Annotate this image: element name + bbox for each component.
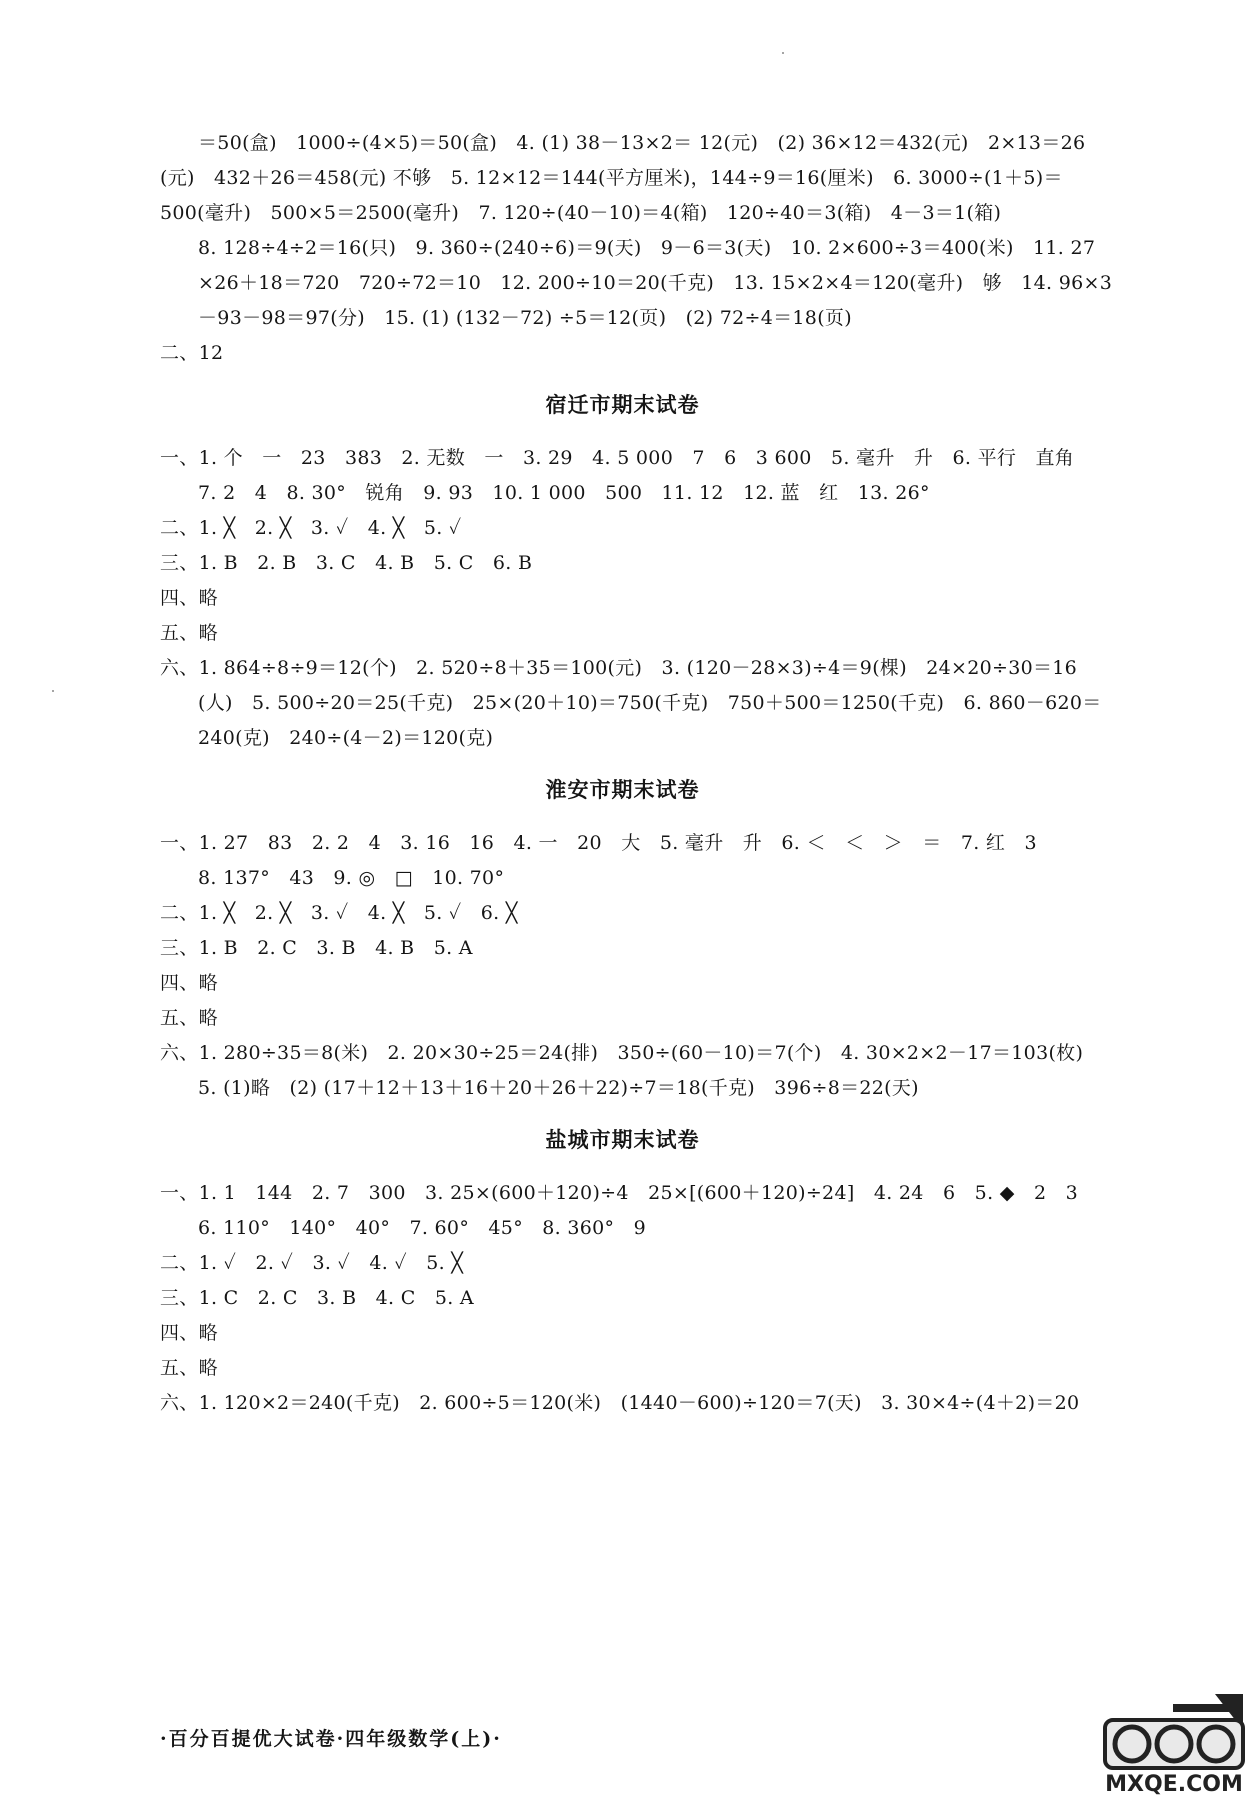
answer-line: ＝50(盒) 1000÷(4×5)＝50(盒) 4. (1) 38－13×2＝ 12(元) (2) 36×12＝432(元) 2×13＝26 — [198, 132, 1086, 154]
watermark-logo-text: MXQE.COM — [1105, 1772, 1243, 1797]
answer-line: 三、1. B 2. C 3. B 4. B 5. A — [160, 937, 473, 959]
answer-line: 7. 2 4 8. 30° 锐角 9. 93 10. 1 000 500 11. 12 12. 蓝 红 13. 26° — [198, 482, 930, 504]
answer-line: 一、1. 27 83 2. 2 4 3. 16 16 4. 一 20 大 5. 毫升 升 6. ＜ ＜ ＞ ＝ 7. 红 3 — [160, 832, 1037, 854]
answer-line: 六、1. 120×2＝240(千克) 2. 600÷5＝120(米) (1440－600)÷120＝7(天) 3. 30×4÷(4＋2)＝20 — [160, 1392, 1080, 1414]
answer-line: 二、1. ╳ 2. ╳ 3. ✓ 4. ╳ 5. ✓ 6. ╳ — [160, 902, 518, 924]
answer-line: 六、1. 280÷35＝8(米) 2. 20×30÷25＝24(排) 350÷(60－10)＝7(个) 4. 30×2×2－17＝103(枚) — [160, 1042, 1084, 1064]
page-footer: ·百分百提优大试卷·四年级数学(上)· — [160, 1728, 502, 1750]
answer-line: 五、略 — [160, 622, 218, 644]
answer-line: 240(克) 240÷(4－2)＝120(克) — [198, 727, 494, 749]
answer-line: 二、1. ✓ 2. ✓ 3. ✓ 4. ✓ 5. ╳ — [160, 1252, 464, 1274]
section-title: 淮安市期末试卷 — [545, 778, 700, 802]
scan-speck — [52, 690, 54, 692]
scan-speck — [782, 52, 784, 54]
answer-line: 8. 137° 43 9. ◎ □ 10. 70° — [198, 867, 505, 889]
answer-line: 500(毫升) 500×5＝2500(毫升) 7. 120÷(40－10)＝4(箱) 120÷40＝3(箱) 4－3＝1(箱) — [160, 202, 1002, 224]
answer-line: 二、1. ╳ 2. ╳ 3. ✓ 4. ╳ 5. ✓ — [160, 517, 462, 539]
section-title: 宿迁市期末试卷 — [545, 393, 700, 417]
section-title: 盐城市期末试卷 — [545, 1128, 700, 1152]
answer-line: 五、略 — [160, 1007, 218, 1029]
answer-line: (元) 432＋26＝458(元) 不够 5. 12×12＝144(平方厘米)，144÷9＝16(厘米) 6. 3000÷(1＋5)＝ — [160, 167, 1063, 189]
answer-line: 三、1. B 2. B 3. C 4. B 5. C 6. B — [160, 552, 533, 574]
answer-line: 二、12 — [160, 342, 224, 364]
answer-line: 四、略 — [160, 972, 218, 994]
answer-line: 6. 110° 140° 40° 7. 60° 45° 8. 360° 9 — [198, 1217, 647, 1239]
answer-line: (人) 5. 500÷20＝25(千克) 25×(20＋10)＝750(千克) 750＋500＝1250(千克) 6. 860－620＝ — [198, 692, 1102, 714]
answer-line: 5. (1)略 (2) (17＋12＋13＋16＋20＋26＋22)÷7＝18(千克) 396÷8＝22(天) — [198, 1077, 919, 1099]
answer-line: ×26＋18＝720 720÷72＝10 12. 200÷10＝20(千克) 13. 15×2×4＝120(毫升) 够 14. 96×3 — [198, 272, 1113, 294]
answer-line: 三、1. C 2. C 3. B 4. C 5. A — [160, 1287, 474, 1309]
answer-line: 一、1. 1 144 2. 7 300 3. 25×(600＋120)÷4 25×[(600＋120)÷24] 4. 24 6 5. ◆ 2 3 — [160, 1182, 1079, 1204]
answer-line: 一、1. 个 一 23 383 2. 无数 一 3. 29 4. 5 000 7 6 3 600 5. 毫升 升 6. 平行 直角 — [160, 447, 1075, 469]
answer-line: 六、1. 864÷8÷9＝12(个) 2. 520÷8＋35＝100(元) 3. (120－28×3)÷4＝9(棵) 24×20÷30＝16 — [160, 657, 1078, 679]
answer-line: －93－98＝97(分) 15. (1) (132－72) ÷5＝12(页) (2) 72÷4＝18(页) — [198, 307, 852, 329]
answer-line: 四、略 — [160, 587, 218, 609]
answer-line: 四、略 — [160, 1322, 218, 1344]
answer-line: 五、略 — [160, 1357, 218, 1379]
answer-line: 8. 128÷4÷2＝16(只) 9. 360÷(240÷6)＝9(天) 9－6＝3(天) 10. 2×600÷3＝400(米) 11. 27 — [198, 237, 1096, 259]
watermark-logo — [1065, 1690, 1245, 1800]
